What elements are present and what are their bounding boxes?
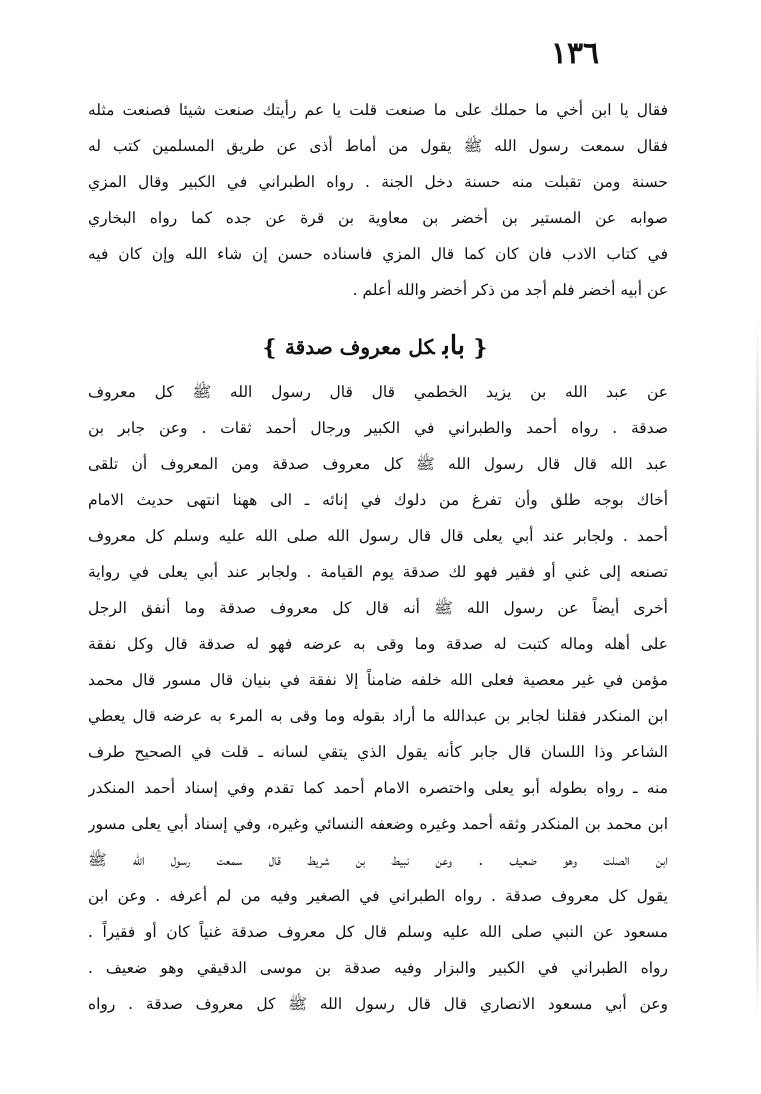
text-line: منه ـ رواه بطوله أبو يعلى واختصره الامام أحمد كما تقدم وفي إسناد أحمد المنكدر [88,779,668,797]
text-line: صوابه عن المستير بن أخضر بن معاوية بن قرة عن جده كما رواه البخاري [88,209,668,227]
text-line: عن عبد الله بن يزيد الخطمي قال قال رسول الله ﷺ كل معروف [88,383,668,401]
main-text [88,374,668,1022]
text-line: رواه الطبراني في الكبير والبزار وفيه صدقة بن موسى الدقيقي وهو ضعيف . [88,959,668,977]
chapter-title: كل معروف صدقة [284,335,435,359]
ornament-open-icon: ❴ [471,335,490,361]
text-line: حسنة ومن تقبلت منه حسنة دخل الجنة . رواه الطبراني في الكبير وقال المزي [88,173,668,191]
chapter-heading [150,324,600,368]
text-line: صدقة . رواه أحمد والطبراني في الكبير ورجال أحمد ثقات . وعن جابر بن [88,419,668,437]
text-line: مسعود عن النبي صلى الله عليه وسلم قال كل معروف صدقة غنياً كان أو فقيراً . [88,923,668,941]
page-number: ١٣٦ [550,36,600,71]
text-line: على أهله وماله كتبت له صدقة وما وقى به عرضه فهو له صدقة قال وكل نفقة [88,635,668,653]
text-line: تصنعه إلى غني أو فقير فهو لك صدقة يوم القيامة . ولجابر عند أبي يعلى في رواية [88,563,668,581]
text-line: وعن أبي مسعود الانصاري قال قال رسول الله ﷺ كل معروف صدقة . رواه [88,995,668,1013]
text-line: يقول كل معروف صدقة . رواه الطبراني في الصغير وفيه من لم أعرفه . وعن ابن [88,887,668,905]
text-line: أخرى أيضاً عن رسول الله ﷺ أنه قال كل معروف صدقة وما أنفق الرجل [88,599,668,617]
text-line: أخاك بوجه طلق وأن تفرغ من دلوك في إنائه ـ الى ههنا انتهى حديث الامام [88,491,668,509]
ornament-close-icon: ❵ [260,335,279,361]
text-line: فقال سمعت رسول الله ﷺ يقول من أماط أذى عن طريق المسلمين كتب له [88,137,668,155]
text-line: مؤمن في غير معصية فعلى الله خلفه ضامناً إلا نفقة في بنيان قال مسور قال محمد [88,671,668,689]
text-line: فقال يا ابن أخي ما حملك على ما صنعت قلت يا عم رأيتك صنعت شيئا فصنعت مثله [88,101,668,119]
top-paragraph [88,92,668,308]
text-line: ابن الصلت وهو ضعيف . وعن نبيط بن شريط قال سمعت رسول الله ﷺ [88,851,668,869]
text-line: ابن المنكدر فقلنا لجابر بن عبدالله ما أراد بقوله وما وقى به المرء به عرضه قال يعطي [88,707,668,725]
text-line: الشاعر وذا اللسان قال جابر كأنه يقول الذي يتقي لسانه ـ قلت في الصحيح طرف [88,743,668,761]
text-line: عن أبيه أخضر فلم أجد من ذكر أخضر والله أعلم . [352,281,668,299]
text-line: في كتاب الادب فان كان كما قال المزي فاسناده حسن إن شاء الله وإن كان فيه [88,245,668,263]
text-line: عبد الله قال قال رسول الله ﷺ كل معروف صدقة ومن المعروف أن تلقى [88,455,668,473]
text-line: أحمد . ولجابر عند أبي يعلى قال قال رسول الله صلى الله عليه وسلم كل معروف [88,527,668,545]
text-line: ابن محمد بن المنكدر وثقه أحمد وغيره وضعفه النسائي وغيره، وفي إسناد أبي يعلى مسور [88,815,668,833]
page-edge-shadow [756,320,759,1020]
chapter-bab-word: باب [442,331,466,361]
